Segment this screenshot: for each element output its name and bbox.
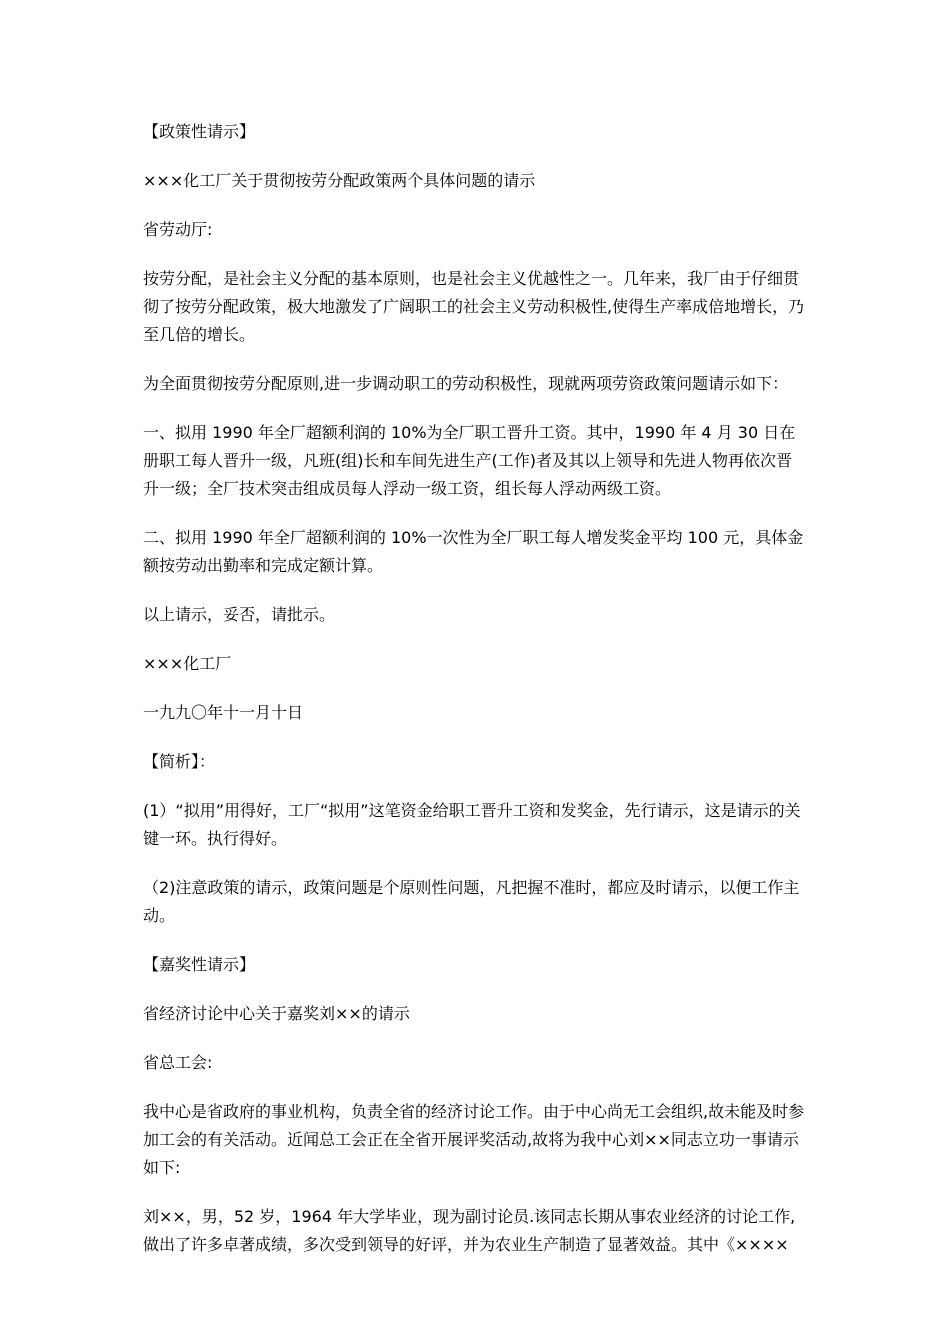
request-item-1: 一、拟用 1990 年全厂超额利润的 10%为全厂职工晋升工资。其中，1990 年 4 月 30 日在册职工每人晋升一级，凡班(组)长和车间先进生产(工作)者及其以上领导和先进人物再依次晋升一级；全厂技术突击组成员每人浮动一级工资，组长每人浮动两级工资。 bbox=[143, 423, 796, 498]
body-paragraph: 按劳分配，是社会主义分配的基本原则，也是社会主义优越性之一。几年来，我厂由于仔细贯彻了按劳分配政策，极大地激发了广阔职工的社会主义劳动积极性,使得生产率成倍地增长，乃至几倍的增长。 bbox=[143, 269, 805, 344]
body-paragraph: 为全面贯彻按劳分配原则,进一步调动职工的劳动积极性，现就两项劳资政策问题请示如下： bbox=[143, 374, 789, 393]
analysis-point-2: （2)注意政策的请示，政策问题是个原则性问题，凡把握不准时，都应及时请示，以便工作主动。 bbox=[143, 878, 800, 925]
document-title-commendation: 省经济讨论中心关于嘉奖刘××的请示 bbox=[143, 1004, 410, 1023]
addressee-labor-dept: 省劳动厅: bbox=[143, 220, 213, 239]
addressee-trade-union: 省总工会: bbox=[143, 1053, 213, 1072]
body-paragraph: 刘××，男，52 岁，1964 年大学毕业，现为副讨论员.该同志长期从事农业经济的讨论工作,做出了许多卓著成绩，多次受到领导的好评，并为农业生产制造了显著效益。其中《×××× bbox=[143, 1207, 796, 1254]
body-paragraph: 我中心是省政府的事业机构，负责全省的经济讨论工作。由于中心尚无工会组织,故未能及时参加工会的有关活动。近闻总工会正在全省开展评奖活动,故将为我中心刘××同志立功一事请示如下: bbox=[143, 1102, 805, 1177]
signature-date: 一九九〇年十一月十日 bbox=[143, 703, 304, 722]
section-heading-policy: 【政策性请示】 bbox=[143, 122, 256, 141]
analysis-point-1: (1）“拟用”用得好，工厂“拟用”这笔资金给职工晋升工资和发奖金，先行请示，这是请示的关键一环。执行得好。 bbox=[143, 801, 801, 848]
request-item-2: 二、拟用 1990 年全厂超额利润的 10%一次性为全厂职工每人增发奖金平均 100 元，具体金额按劳动出勤率和完成定额计算。 bbox=[143, 528, 804, 575]
document-body bbox=[143, 118, 807, 1280]
analysis-heading: 【简析】： bbox=[143, 752, 216, 771]
signature-org: ×××化工厂 bbox=[143, 654, 232, 673]
section-heading-commendation: 【嘉奖性请示】 bbox=[143, 955, 256, 974]
closing-line: 以上请示，妥否，请批示。 bbox=[143, 605, 336, 624]
document-title-policy: ×××化工厂关于贯彻按劳分配政策两个具体问题的请示 bbox=[143, 171, 536, 190]
